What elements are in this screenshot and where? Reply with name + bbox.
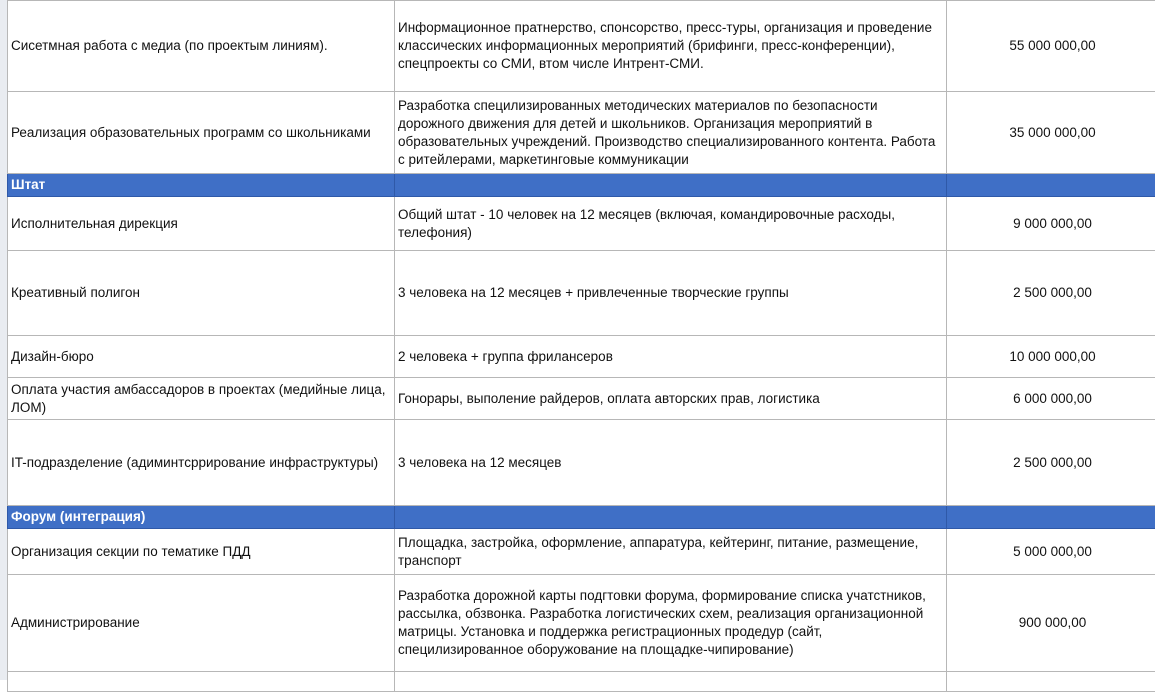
description-cell[interactable]: 2 человека + группа фрилансеров — [395, 336, 947, 378]
activity-cell[interactable]: Организация секции по тематике ПДД — [8, 529, 395, 575]
activity-cell[interactable]: Администрирование — [8, 575, 395, 672]
empty-cell[interactable] — [947, 672, 1155, 692]
description-cell[interactable]: 3 человека на 12 месяцев — [395, 420, 947, 506]
table-row — [8, 251, 1155, 336]
amount-cell[interactable]: 2 500 000,00 — [947, 420, 1155, 506]
section-cell[interactable] — [947, 506, 1155, 529]
table-row — [8, 378, 1155, 420]
table-row — [8, 336, 1155, 378]
description-cell[interactable]: Площадка, застройка, оформление, аппаратура, кейтеринг, питание, размещение, транспорт — [395, 529, 947, 575]
amount-cell[interactable]: 9 000 000,00 — [947, 197, 1155, 251]
table-row — [8, 672, 1155, 692]
activity-cell[interactable]: IT-подразделение (адиминтсррирование инфраструктуры) — [8, 420, 395, 506]
section-title[interactable]: Штат — [8, 174, 395, 197]
activity-cell[interactable]: Оплата участия амбассадоров в проектах (медийные лица, ЛОМ) — [8, 378, 395, 420]
description-cell[interactable]: 3 человека на 12 месяцев + привлеченные творческие группы — [395, 251, 947, 336]
description-cell[interactable]: Разработка дорожной карты подгтовки форума, формирование списка учатстников, рассылка, обзвонка. Разработка логистических схем, реализация организационной матрицы. Установка и поддержка регистрационных продедур (сайт, специлизированное оборужование на площадке-чипирование) — [395, 575, 947, 672]
table-row — [8, 575, 1155, 672]
table-row — [8, 1, 1155, 92]
amount-cell[interactable]: 35 000 000,00 — [947, 92, 1155, 174]
amount-cell[interactable]: 5 000 000,00 — [947, 529, 1155, 575]
description-cell[interactable]: Общий штат - 10 человек на 12 месяцев (включая, командировочные расходы, телефония) — [395, 197, 947, 251]
table-row — [8, 529, 1155, 575]
table-row — [8, 197, 1155, 251]
amount-cell[interactable]: 6 000 000,00 — [947, 378, 1155, 420]
description-cell[interactable]: Разработка специлизированных методических материалов по безопасности дорожного движения для детей и школьников. Организация мероприятий в образовательных учреждений. Производство специализированного контента. Работа с ритейлерами, маркетинговые коммуникации — [395, 92, 947, 174]
empty-cell[interactable] — [395, 672, 947, 692]
description-cell[interactable]: Гонорары, выполение райдеров, оплата авторских прав, логистика — [395, 378, 947, 420]
amount-cell[interactable]: 55 000 000,00 — [947, 1, 1155, 92]
section-title[interactable]: Форум (интеграция) — [8, 506, 395, 529]
activity-cell[interactable]: Креативный полигон — [8, 251, 395, 336]
amount-cell[interactable]: 10 000 000,00 — [947, 336, 1155, 378]
activity-cell[interactable]: Реализация образовательных программ со школьниками — [8, 92, 395, 174]
section-cell[interactable] — [395, 506, 947, 529]
amount-cell[interactable]: 2 500 000,00 — [947, 251, 1155, 336]
section-cell[interactable] — [947, 174, 1155, 197]
section-header-row — [8, 506, 1155, 529]
budget-table — [7, 0, 1155, 692]
amount-cell[interactable]: 900 000,00 — [947, 575, 1155, 672]
description-cell[interactable]: Информационное пратнерство, спонсорство, пресс-туры, организация и проведение классических информационных мероприятий (брифинги, пресс-конференции), спецпроекты со СМИ, втом числе Интрент-СМИ. — [395, 1, 947, 92]
table-row — [8, 420, 1155, 506]
activity-cell[interactable]: Сисетмная работа с медиа (по проектым линиям). — [8, 1, 395, 92]
section-cell[interactable] — [395, 174, 947, 197]
activity-cell[interactable]: Исполнительная дирекция — [8, 197, 395, 251]
section-header-row — [8, 174, 1155, 197]
empty-cell[interactable] — [8, 672, 395, 692]
activity-cell[interactable]: Дизайн-бюро — [8, 336, 395, 378]
table-row — [8, 92, 1155, 174]
